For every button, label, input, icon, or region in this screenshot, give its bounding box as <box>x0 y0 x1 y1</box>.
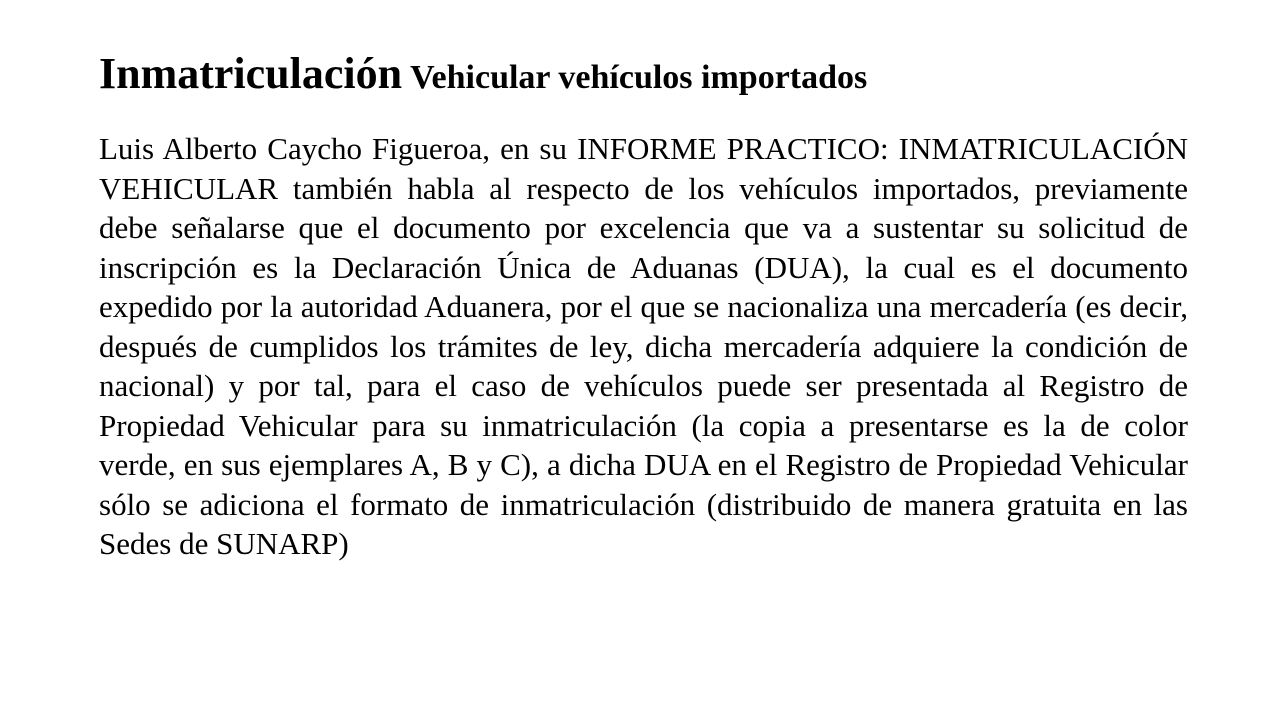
title-subtitle: Vehicular vehículos importados <box>410 59 868 96</box>
title-main: Inmatriculación <box>99 49 403 98</box>
slide-title <box>99 48 1189 101</box>
body-paragraph: Luis Alberto Caycho Figueroa, en su INFORME PRACTICO: INMATRICULACIÓN VEHICULAR también habla al respecto de los vehículos importados, previamente debe señalarse que el documento por excelencia que va a sustentar su solicitud de inscripción es la Declaración Única de Aduanas (DUA), la cual es el documento expedido por la autoridad Aduanera, por el que se nacionaliza una mercadería (es decir, después de cumplidos los trámites de ley, dicha mercadería adquiere la condición de nacional) y por tal, para el caso de vehículos puede ser presentada al Registro de Propiedad Vehicular para su inmatriculación (la copia a presentarse es la de color verde, en sus ejemplares A, B y C), a dicha DUA en el Registro de Propiedad Vehicular sólo se adiciona el formato de inmatriculación (distribuido de manera gratuita en las Sedes de SUNARP) <box>99 131 1188 561</box>
